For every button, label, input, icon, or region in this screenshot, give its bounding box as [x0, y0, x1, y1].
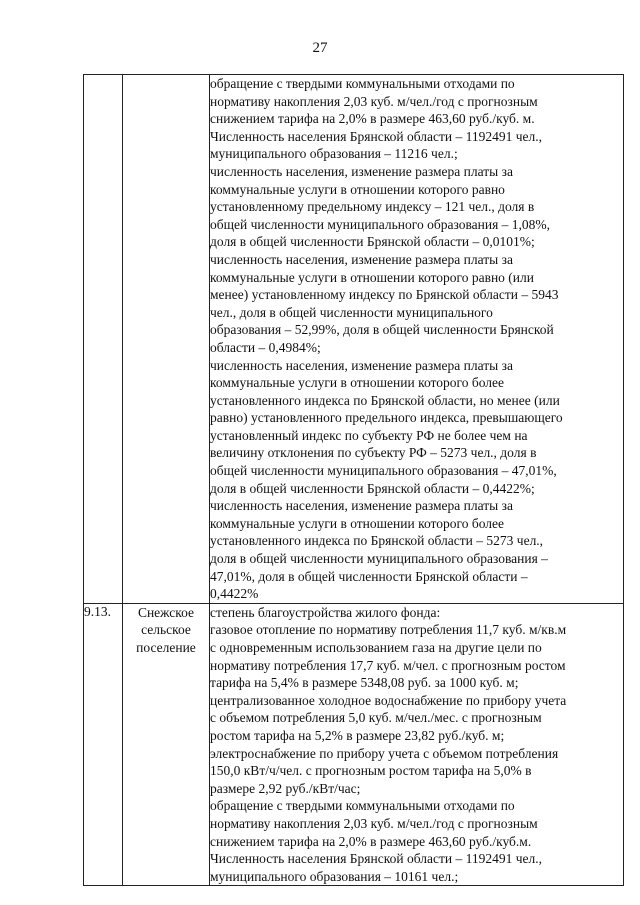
text-line: нормативу накопления 2,03 куб. м/чел./год с прогнозным [210, 93, 538, 109]
text-line: коммунальные услуги в отношении которого более [210, 375, 504, 391]
text-line: равно) установленного предельного индекса, превышающего [210, 410, 563, 426]
text-line: нормативу потребления 17,7 куб. м/чел. с прогнозным ростом [210, 657, 566, 673]
text-line: Численность населения Брянской области – 1192491 чел., [210, 128, 542, 144]
text-line: общей численности муниципального образования – 47,01%, [210, 463, 557, 479]
text-line: 47,01%, доля в общей численности Брянской области – [210, 568, 528, 584]
text-line: муниципального образования – 11216 чел.; [210, 146, 458, 162]
text-line: размере 2,92 руб./кВт/час; [210, 780, 361, 796]
table-row-continued [84, 75, 624, 604]
page-number: 27 [312, 40, 328, 56]
text-line: 150,0 кВт/ч/чел. с прогнозным ростом тарифа на 5,0% в [210, 763, 532, 779]
text-line: обращение с твердыми коммунальными отходами по [210, 76, 515, 91]
settlement-name-line: сельское [141, 622, 191, 638]
row-number-cell [84, 75, 123, 604]
text-line: обращение с твердыми коммунальными отходами по [210, 798, 515, 814]
text-line: 0,4422% [210, 586, 259, 602]
settlement-name-cell [123, 75, 210, 604]
text-line: менее) установленному индексу по Брянской области – 5943 [210, 287, 559, 303]
text-line: доля в общей численности Брянской области – 0,0101%; [210, 234, 535, 250]
text-line: централизованное холодное водоснабжение по прибору учета [210, 692, 567, 708]
text-line: чел., доля в общей численности муниципального [210, 304, 493, 320]
text-line: нормативу накопления 2,03 куб. м/чел./год с прогнозным [210, 815, 538, 831]
text-line: величину отклонения по субъекту РФ – 5273 чел., доля в [210, 445, 537, 461]
text-line: общей численности муниципального образования – 1,08%, [210, 216, 551, 232]
text-line: электроснабжение по прибору учета с объемом потребления [210, 745, 559, 761]
text-line: установленный индекс по субъекту РФ не более чем на [210, 427, 528, 443]
text-line: газовое отопление по нормативу потребления 11,7 куб. м/кв.м [210, 622, 567, 638]
settlement-name [123, 603, 210, 886]
row-number: 9.13. [84, 603, 123, 886]
text-line: установленного индекса по Брянской области, но менее (или [210, 392, 560, 408]
text-line: коммунальные услуги в отношении которого равно (или [210, 269, 534, 285]
text-line: с одновременным использованием газа на другие цели по [210, 640, 542, 655]
text-line: ростом тарифа на 5,2% в размере 23,82 руб./куб. м; [210, 727, 505, 743]
data-table [83, 74, 624, 886]
description-cell [210, 603, 624, 886]
text-line: численность населения, изменение размера платы за [210, 251, 513, 267]
text-line: численность населения, изменение размера платы за [210, 498, 513, 514]
text-line: снижением тарифа на 2,0% в размере 463,60 руб./куб.м. [210, 833, 532, 849]
text-line: муниципального образования – 10161 чел.; [210, 868, 459, 884]
description-cell [210, 75, 624, 604]
text-line: численность населения, изменение размера платы за [210, 163, 513, 179]
text-line: численность населения, изменение размера платы за [210, 357, 513, 373]
text-line: снижением тарифа на 2,0% в размере 463,60 руб./куб. м. [210, 111, 535, 127]
text-line: образования – 52,99%, доля в общей численности Брянской [210, 322, 554, 338]
text-line: Численность населения Брянской области – 1192491 чел., [210, 851, 542, 867]
table-row-9-13 [84, 603, 624, 886]
text-line: доля в общей численности муниципального образования – [210, 551, 548, 567]
text-line: степень благоустройства жилого фонда: [210, 604, 441, 620]
text-line: тарифа на 5,4% в размере 5348,08 руб. за 1000 куб. м; [210, 675, 519, 691]
text-line: установленного индекса по Брянской области – 5273 чел., [210, 533, 544, 549]
text-line: коммунальные услуги в отношении которого равно [210, 181, 505, 197]
settlement-name-line: поселение [136, 640, 196, 655]
text-line: с объемом потребления 5,0 куб. м/чел./мес. с прогнозным [210, 710, 542, 726]
text-line: доля в общей численности Брянской области – 0,4422%; [210, 480, 535, 496]
text-line: установленному предельному индексу – 121 чел., доля в [210, 199, 535, 215]
text-line: области – 0,4984%; [210, 339, 321, 355]
settlement-name-line: Снежское [137, 604, 195, 620]
text-line: коммунальные услуги в отношении которого более [210, 515, 504, 531]
